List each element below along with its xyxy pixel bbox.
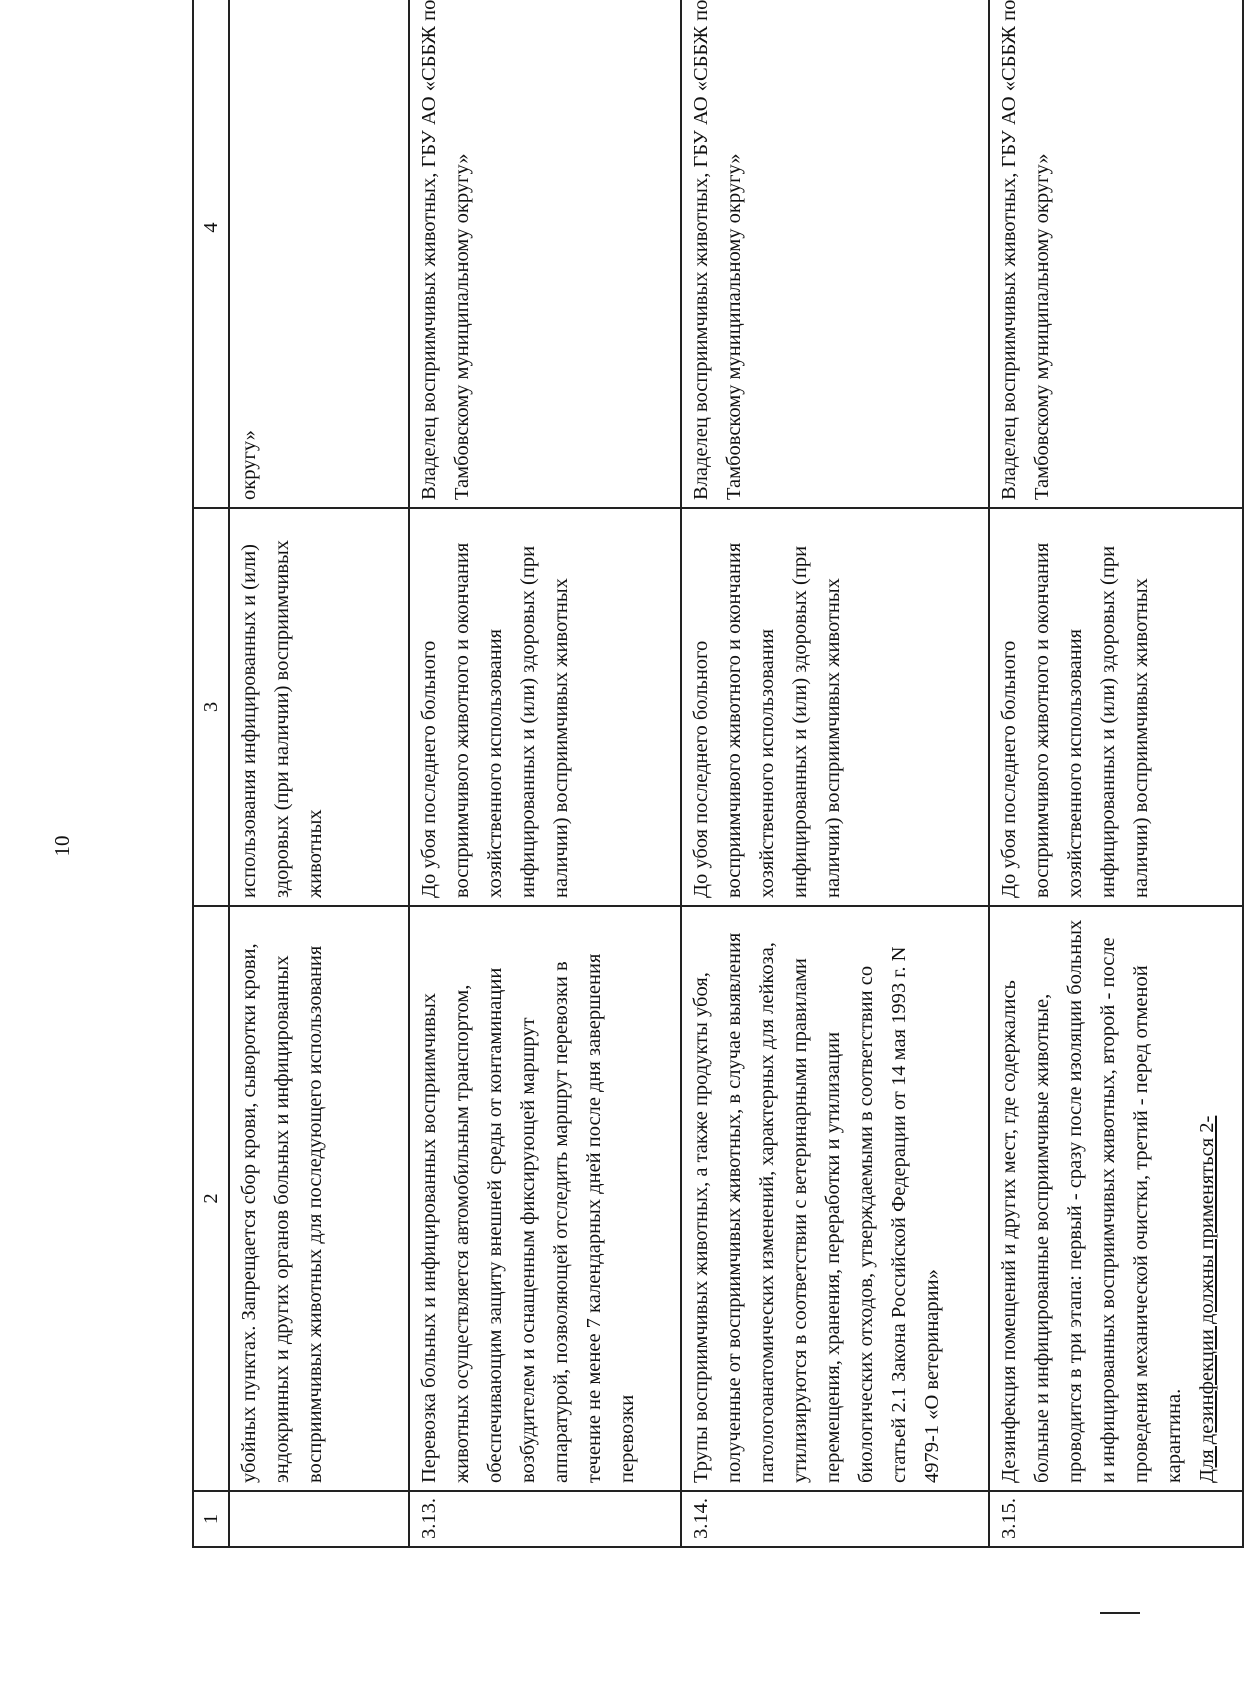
column-header: 1 [193,1491,229,1547]
measure-term: использования инфицированных и (или) здоровых (при наличии) восприимчивых животных [229,508,409,906]
row-number [229,1491,409,1547]
row-number: 3.13. [409,1491,681,1547]
table-row [989,0,1243,1547]
column-header: 4 [193,0,229,508]
measure-description: Перевозка больных и инфицированных восприимчивых животных осуществляется автомобильным транспортом, обеспечивающим защиту внешней среды от контаминации возбудителем и оснащенным фиксирующей маршрут аппаратурой, позволяющей отследить маршрут перевозки в течение не менее 7 календарных дней после дня завершения перевозки [409,906,681,1491]
column-header: 2 [193,906,229,1491]
measure-term: До убоя последнего больного восприимчивого животного и окончания хозяйственного использования инфицированных и (или) здоровых (при наличии) восприимчивых животных [989,508,1243,906]
measure-description: Трупы восприимчивых животных, а также продукты убоя, полученные от восприимчивых животных, в случае выявления патологоанатомических изменений, характерных для лейкоза, утилизируются в соответствии с ветеринарными правилами перемещения, хранения, переработки и утилизации биологических отходов, утверждаемыми в соответствии со статьей 2.1 Закона Российской Федерации от 14 мая 1993 г. N 4979-1 «О ветеринарии» [681,906,989,1491]
table-row [229,0,409,1547]
measure-term: До убоя последнего больного восприимчивого животного и окончания хозяйственного использования инфицированных и (или) здоровых (при наличии) восприимчивых животных [409,508,681,906]
row-number: 3.15. [989,1491,1243,1547]
measure-responsible: округу» [229,0,409,508]
measure-description: убойных пунктах. Запрещается сбор крови, сыворотки крови, эндокринных и других органов больных и инфицированных восприимчивых животных для последующего использования [229,906,409,1491]
measure-description-cell [989,906,1243,1491]
measure-responsible: Владелец восприимчивых животных, ГБУ АО «СББЖ по Тамбовскому муниципальному округу» [989,0,1243,508]
measure-description-continued: Для дезинфекции должны применяться 2- [1196,1115,1218,1483]
page-edge-mark [1100,1612,1140,1614]
table-header-row [193,0,229,1547]
page-number: 10 [50,835,74,857]
measure-description: Дезинфекция помещений и других мест, где содержались больные и инфицированные восприимчивые животные, проводится в три этапа: первый - сразу после изоляции больных и инфицированных восприимчивых животных, второй - после проведения механической очистки, третий - перед отменой карантина. [998,919,1185,1483]
row-number: 3.14. [681,1491,989,1547]
table-row [409,0,681,1547]
column-header: 3 [193,508,229,906]
rotated-table-container [192,0,1244,1548]
measure-responsible: Владелец восприимчивых животных, ГБУ АО «СББЖ по Тамбовскому муниципальному округу» [681,0,989,508]
table-row [681,0,989,1547]
measures-table [192,0,1244,1548]
measure-responsible: Владелец восприимчивых животных, ГБУ АО «СББЖ по Тамбовскому муниципальному округу» [409,0,681,508]
measure-term: До убоя последнего больного восприимчивого животного и окончания хозяйственного использования инфицированных и (или) здоровых (при наличии) восприимчивых животных [681,508,989,906]
